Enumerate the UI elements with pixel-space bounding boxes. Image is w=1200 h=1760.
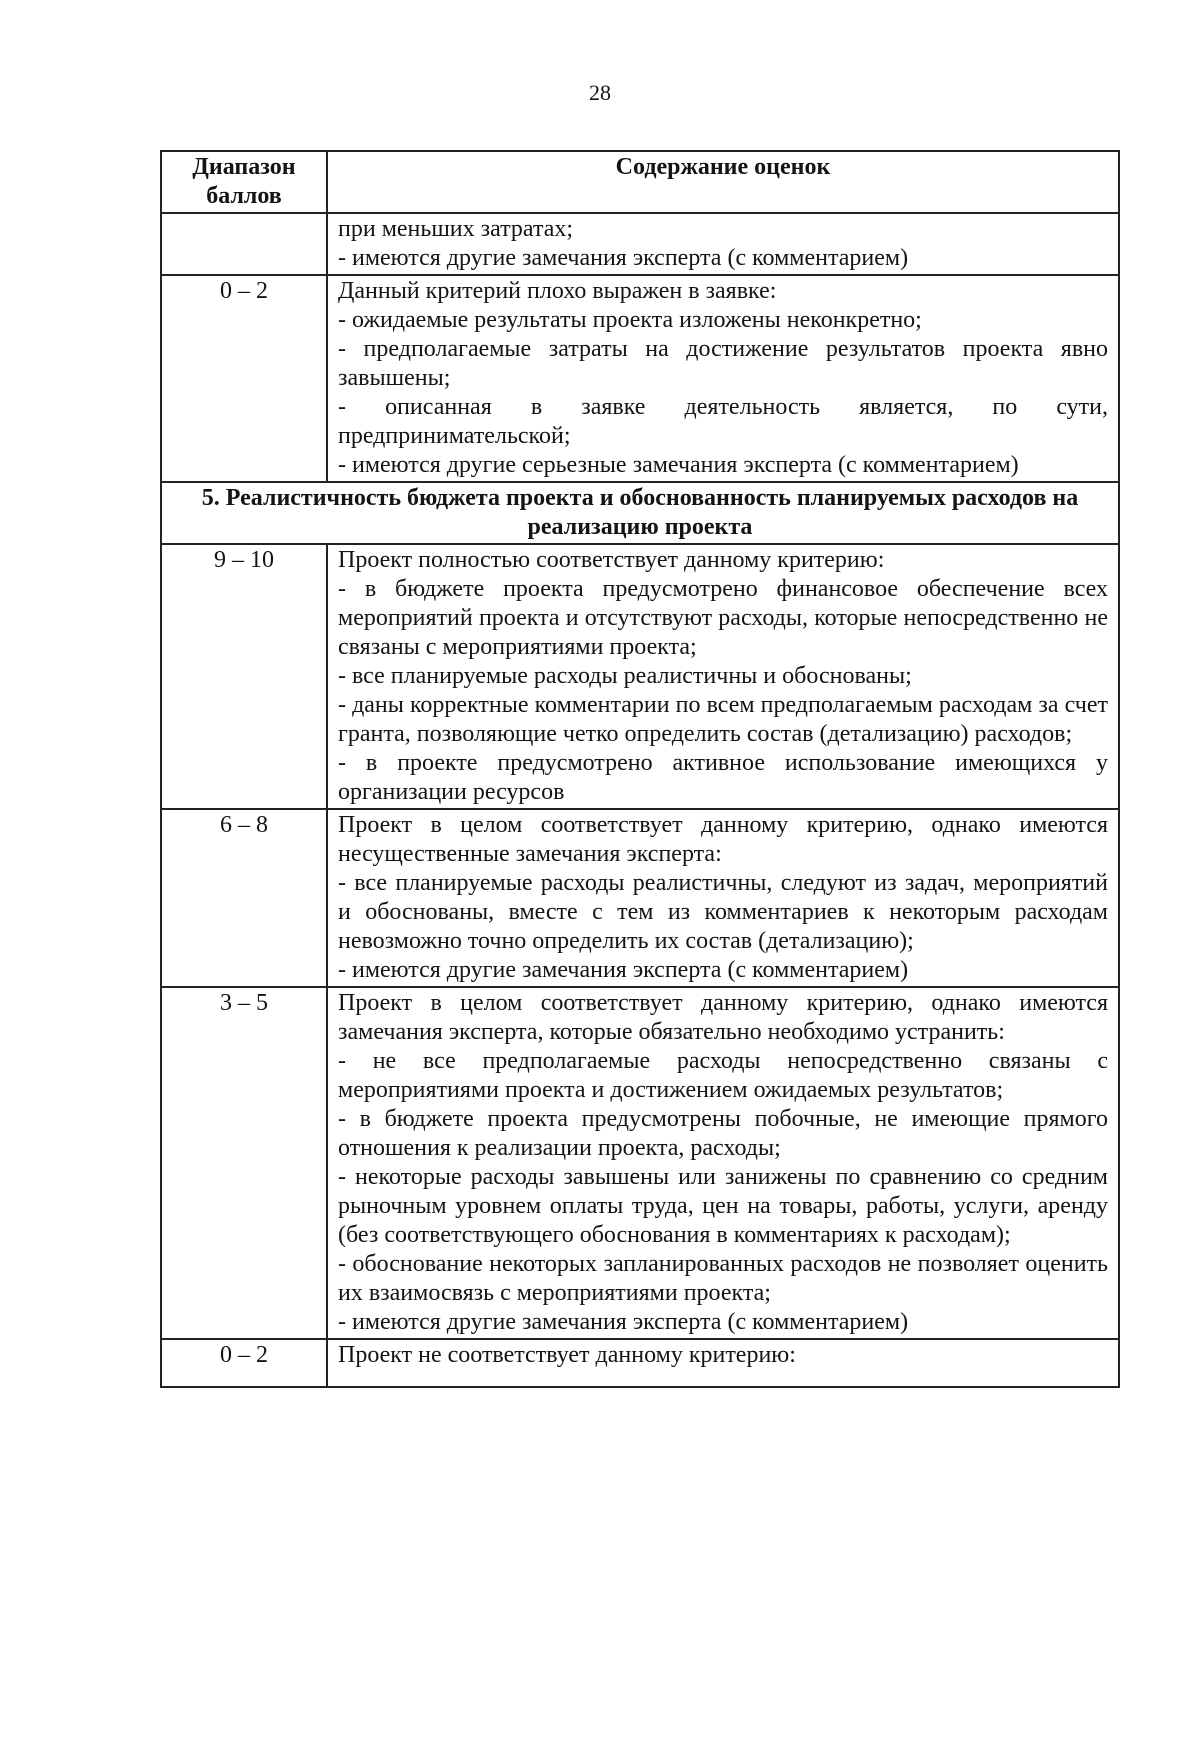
assessment-content-cell (327, 987, 1119, 1339)
assessment-content-cell (327, 809, 1119, 987)
content-line: - все планируемые расходы реалистичны и обоснованы; (338, 663, 912, 689)
content-line: - имеются другие серьезные замечания эксперта (с комментарием) (338, 452, 1019, 478)
table-row (161, 213, 1119, 275)
content-line: - имеются другие замечания эксперта (с комментарием) (338, 245, 909, 271)
content-line: Проект полностью соответствует данному критерию: (338, 547, 885, 573)
content-line: Проект не соответствует данному критерию: (338, 1342, 796, 1368)
page-number: 28 (589, 80, 611, 105)
criteria-table (160, 150, 1120, 1388)
content-line: - в проекте предусмотрено активное использование имеющихся у организации ресурсов (338, 750, 1108, 805)
score-range-cell (161, 213, 327, 275)
content-line: - описанная в заявке деятельность является, по сути, предпринимательской; (338, 394, 1108, 449)
assessment-content-cell (327, 1339, 1119, 1387)
score-range-cell: 0 – 2 (161, 275, 327, 482)
content-line: - не все предполагаемые расходы непосредственно связаны с мероприятиями проекта и достижением ожидаемых результатов; (338, 1048, 1108, 1103)
assessment-content-cell (327, 544, 1119, 809)
header-assessment-content: Содержание оценок (327, 151, 1119, 213)
table-row (161, 1339, 1119, 1387)
content-line: - все планируемые расходы реалистичны, следуют из задач, мероприятий и обоснованы, вместе с тем из комментариев к некоторым расходам невозможно точно определить их состав (детализацию); (338, 870, 1108, 954)
section-heading-row (161, 482, 1119, 544)
score-range-cell: 9 – 10 (161, 544, 327, 809)
assessment-content-cell (327, 275, 1119, 482)
content-line: - имеются другие замечания эксперта (с комментарием) (338, 957, 909, 983)
content-line: Данный критерий плохо выражен в заявке: (338, 278, 777, 304)
content-line: - в бюджете проекта предусмотрено финансовое обеспечение всех мероприятий проекта и отсутствуют расходы, которые непосредственно не связаны с мероприятиями проекта; (338, 576, 1108, 660)
content-line: при меньших затратах; (338, 216, 574, 242)
content-line: Проект в целом соответствует данному критерию, однако имеются замечания эксперта, которые обязательно необходимо устранить: (338, 990, 1108, 1045)
content-line: - имеются другие замечания эксперта (с комментарием) (338, 1309, 909, 1335)
section-title: 5. Реалистичность бюджета проекта и обоснованность планируемых расходов на реализацию проекта (161, 482, 1119, 544)
header-score-range: Диапазон баллов (161, 151, 327, 213)
table-row (161, 809, 1119, 987)
content-line: - даны корректные комментарии по всем предполагаемым расходам за счет гранта, позволяющие четко определить состав (детализацию) расходов; (338, 692, 1108, 747)
score-range-cell: 0 – 2 (161, 1339, 327, 1387)
content-line: - некоторые расходы завышены или занижены по сравнению со средним рыночным уровнем оплаты труда, цен на товары, работы, услуги, аренду (без соответствующего обоснования в комментариях к расходам); (338, 1164, 1108, 1248)
table-row (161, 275, 1119, 482)
table-row (161, 987, 1119, 1339)
content-line: - в бюджете проекта предусмотрены побочные, не имеющие прямого отношения к реализации проекта, расходы; (338, 1106, 1108, 1161)
score-range-cell: 6 – 8 (161, 809, 327, 987)
content-line: Проект в целом соответствует данному критерию, однако имеются несущественные замечания эксперта: (338, 812, 1108, 867)
table-header-row (161, 151, 1119, 213)
assessment-content-cell (327, 213, 1119, 275)
table-row (161, 544, 1119, 809)
content-line: - обоснование некоторых запланированных расходов не позволяет оценить их взаимосвязь с мероприятиями проекта; (338, 1251, 1108, 1306)
content-line: - ожидаемые результаты проекта изложены неконкретно; (338, 307, 922, 333)
content-line: - предполагаемые затраты на достижение результатов проекта явно завышены; (338, 336, 1108, 391)
score-range-cell: 3 – 5 (161, 987, 327, 1339)
